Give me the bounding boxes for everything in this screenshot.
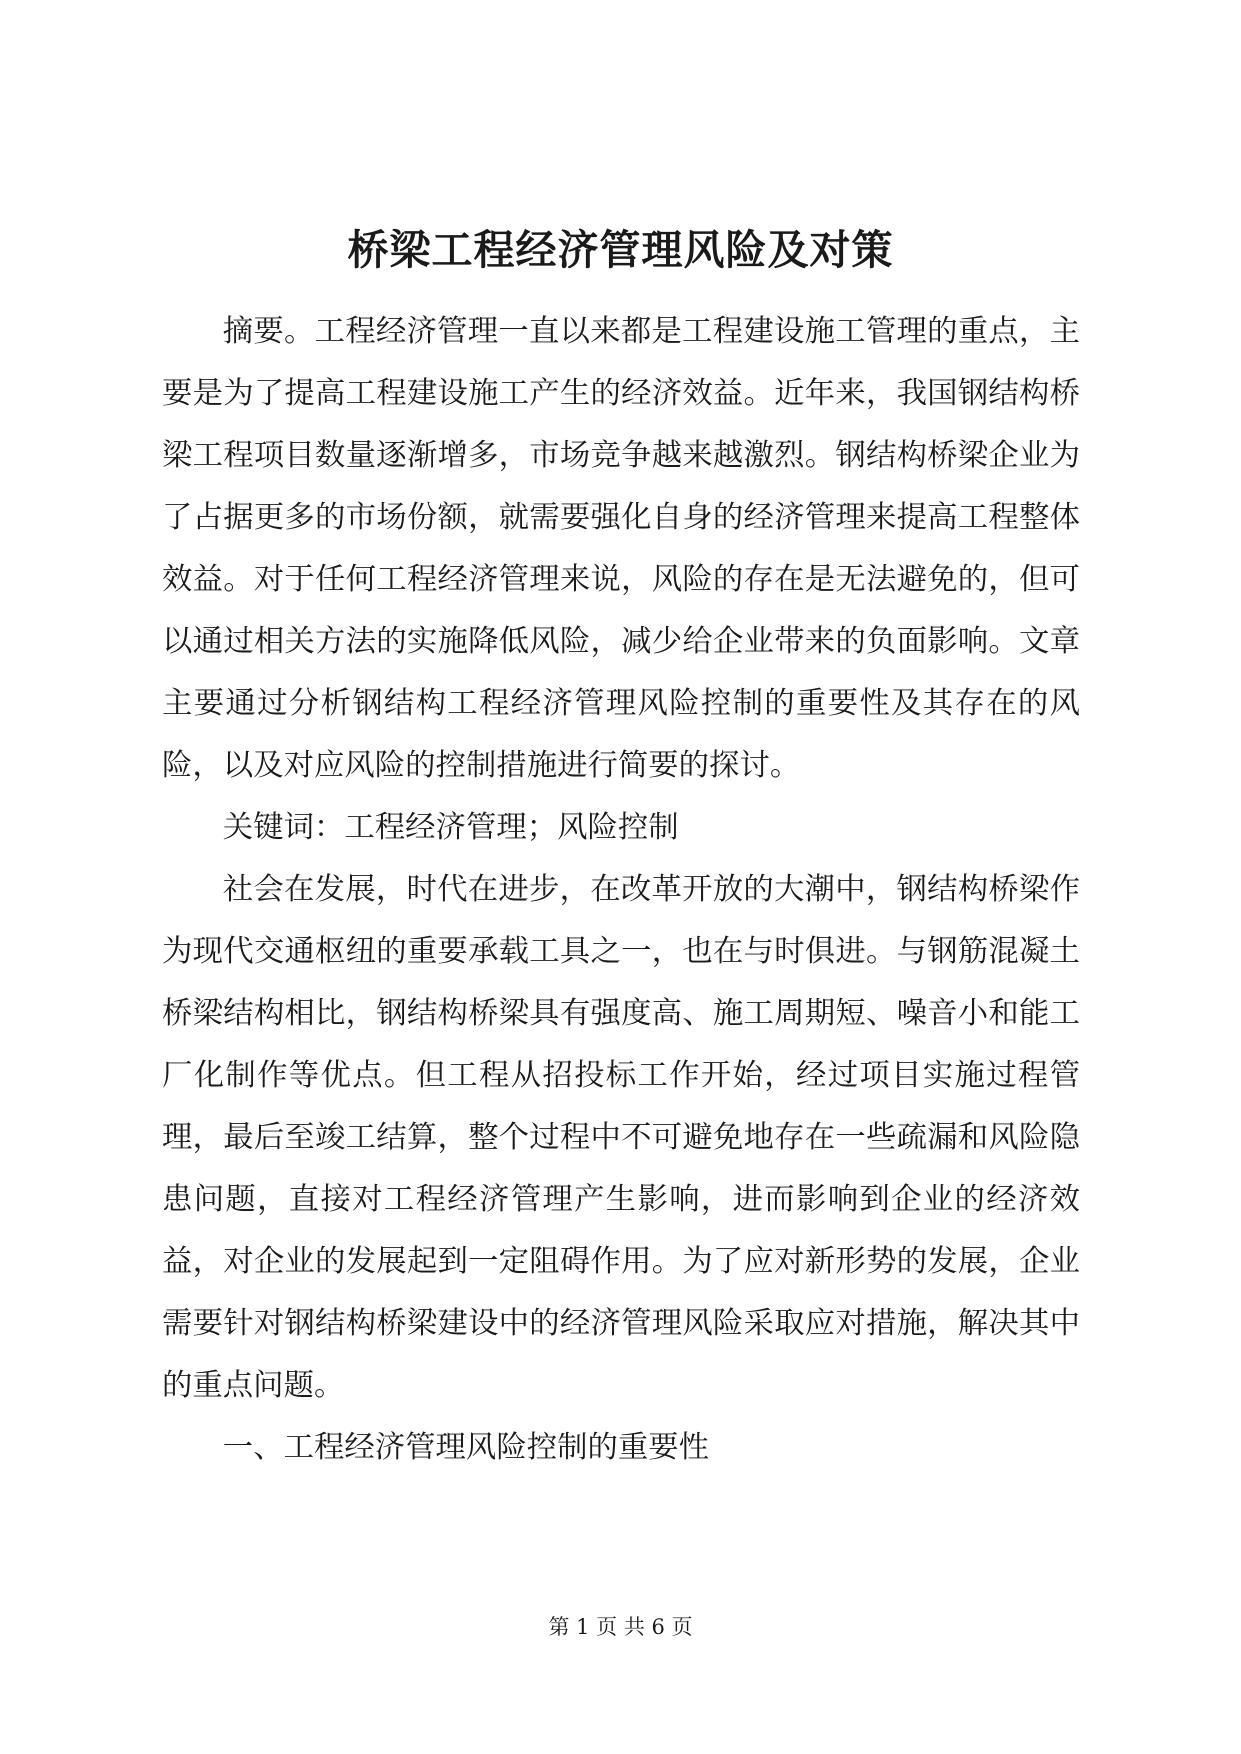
document-title: 桥梁工程经济管理风险及对策 (347, 226, 894, 274)
keywords-paragraph: 关键词：工程经济管理；风险控制 (222, 810, 679, 845)
intro-paragraph: 社会在发展，时代在进步，在改革开放的大潮中，钢结构桥梁作为现代交通枢纽的重要承载工具之一，也在与时俱进。与钢筋混凝土桥梁结构相比，钢结构桥梁具有强度高、施工周期短、噪音小和能工厂化制作等优点。但工程从招投标工作开始，经过项目实施过程管理，最后至竣工结算，整个过程中不可避免地存在一些疏漏和风险隐患问题，直接对工程经济管理产生影响，进而影响到企业的经济效益，对企业的发展起到一定阻碍作用。为了应对新形势的发展，企业需要针对钢结构桥梁建设中的经济管理风险采取应对措施，解决其中的重点问题。 (162, 872, 1080, 1403)
abstract-paragraph: 摘要。工程经济管理一直以来都是工程建设施工管理的重点，主要是为了提高工程建设施工产生的经济效益。近年来，我国钢结构桥梁工程项目数量逐渐增多，市场竞争越来越激烈。钢结构桥梁企业为了占据更多的市场份额，就需要强化自身的经济管理来提高工程整体效益。对于任何工程经济管理来说，风险的存在是无法避免的，但可以通过相关方法的实施降低风险，减少给企业带来的负面影响。文章主要通过分析钢结构工程经济管理风险控制的重要性及其存在的风险，以及对应风险的控制措施进行简要的探讨。 (162, 314, 1080, 783)
section-heading: 一、工程经济管理风险控制的重要性 (222, 1430, 710, 1465)
document-body (162, 301, 1080, 1479)
page-number-footer: 第 1 页 共 6 页 (548, 1615, 693, 1639)
